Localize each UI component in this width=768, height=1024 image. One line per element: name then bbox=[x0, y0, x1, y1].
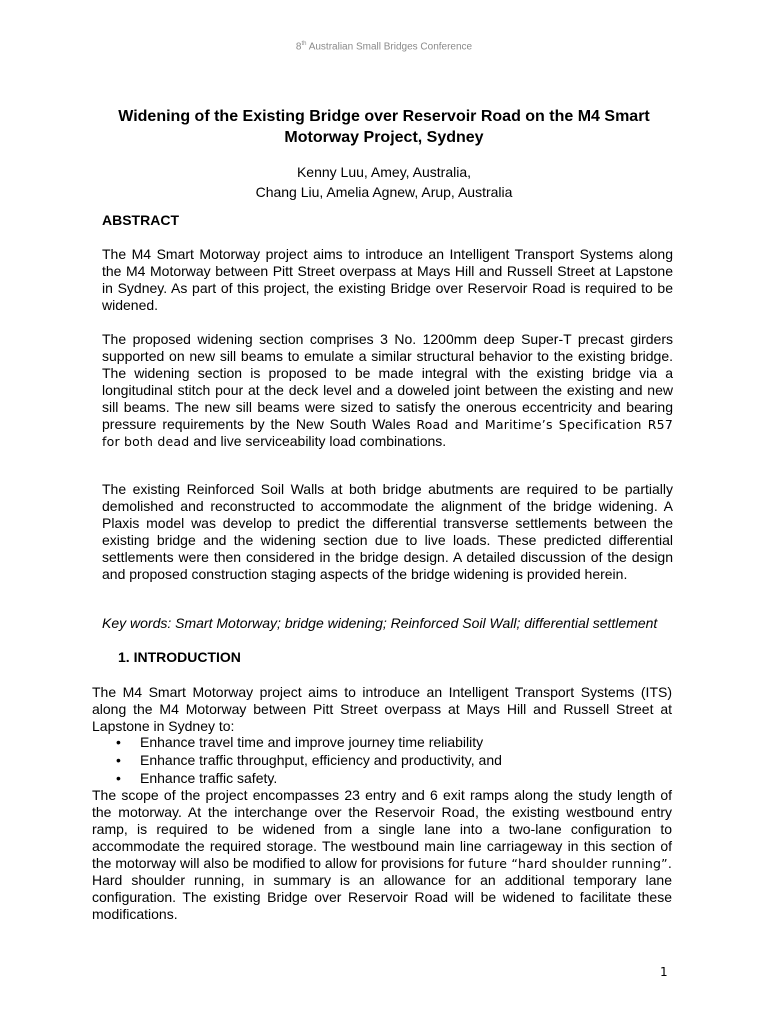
abstract-heading: ABSTRACT bbox=[102, 212, 179, 228]
introduction-paragraph-2 bbox=[92, 787, 672, 923]
header-conference-name: Australian Small Bridges Conference bbox=[306, 41, 473, 53]
list-item bbox=[92, 751, 672, 769]
running-header bbox=[0, 41, 768, 52]
header-ordinal: 8 bbox=[295, 41, 302, 53]
introduction-paragraph-2-quote: future “hard shoulder running”. bbox=[468, 856, 673, 871]
introduction-paragraph-1: The M4 Smart Motorway project aims to introduce an Intelligent Transport Systems (ITS) along the M4 Motorway between Pitt Street overpass at Mays Hill and Russell Street at Lapstone in Sydney to: bbox=[92, 684, 672, 734]
page-number: 1 bbox=[660, 965, 668, 979]
abstract-paragraph-2 bbox=[102, 331, 673, 450]
abstract-paragraph-2-text-a: The proposed widening section comprises 3 No. 1200mm deep Super-T precast girders supported on new sill beams to emulate a similar structural behavior to the existing bridge. The widening section is proposed to be made integral with the existing bridge via a longitudinal stitch pour at the deck level and a doweled joint between the existing and new sill beams. The new sill beams were sized to satisfy the onerous eccentricity and bearing pressure requirements by the New South Wales bbox=[102, 331, 673, 432]
list-item-text: Enhance traffic safety. bbox=[140, 770, 278, 786]
abstract-paragraph-3: The existing Reinforced Soil Walls at both bridge abutments are required to be partially demolished and reconstructed to accommodate the alignment of the bridge widening. A Plaxis model was develop to predict the differential transverse settlements between the existing bridge and the widening section due to live loads. These predicted differential settlements were then considered in the bridge design. A detailed discussion of the design and proposed construction staging aspects of the bridge widening is provided herein. bbox=[102, 481, 673, 582]
introduction-paragraph-2-text-c: Hard shoulder running, in summary is an allowance for an additional temporary lane configuration. The existing Bridge over Reservoir Road will be widened to facilitate these modifications. bbox=[92, 872, 672, 922]
abstract-paragraph-2-spec-reference: Road and Maritime’s Specification R57 for both dead bbox=[102, 417, 673, 449]
introduction-paragraph-2-text-a: The scope of the project encompasses 23 entry and 6 exit ramps along the study length of the motorway. At the interchange over the Reservoir Road, the existing westbound entry ramp, is required to be widened from a single lane into a two-lane configuration to accommodate the required storage. The westbound main line carriageway in this section of the motorway will also be modified to allow for provisions for bbox=[92, 787, 672, 871]
keywords: Key words: Smart Motorway; bridge widening; Reinforced Soil Wall; differential settlement bbox=[102, 615, 658, 631]
paper-title: Widening of the Existing Bridge over Reservoir Road on the M4 Smart Motorway Project, Sydney bbox=[118, 108, 650, 146]
header-ordinal-suffix: th bbox=[301, 41, 307, 47]
list-item bbox=[92, 733, 672, 751]
list-item-text: Enhance traffic throughput, efficiency and productivity, and bbox=[140, 752, 502, 768]
introduction-heading: 1. INTRODUCTION bbox=[118, 649, 241, 665]
author-line-2: Chang Liu, Amelia Agnew, Arup, Australia bbox=[255, 184, 513, 200]
abstract-paragraph-2-text-c: and live serviceability load combinations. bbox=[189, 433, 447, 449]
bullet-icon: • bbox=[116, 752, 121, 768]
author-list bbox=[0, 162, 768, 202]
abstract-paragraph-1: The M4 Smart Motorway project aims to introduce an Intelligent Transport Systems along the M4 Motorway between Pitt Street overpass at Mays Hill and Russell Street at Lapstone in Sydney. As part of this project, the existing Bridge over Reservoir Road is required to be widened. bbox=[102, 246, 673, 313]
bullet-icon: • bbox=[116, 734, 121, 750]
objectives-list bbox=[92, 733, 672, 787]
list-item-text: Enhance travel time and improve journey time reliability bbox=[140, 734, 484, 750]
list-item bbox=[92, 769, 672, 787]
author-line-1: Kenny Luu, Amey, Australia, bbox=[296, 164, 472, 180]
bullet-icon: • bbox=[116, 770, 121, 786]
